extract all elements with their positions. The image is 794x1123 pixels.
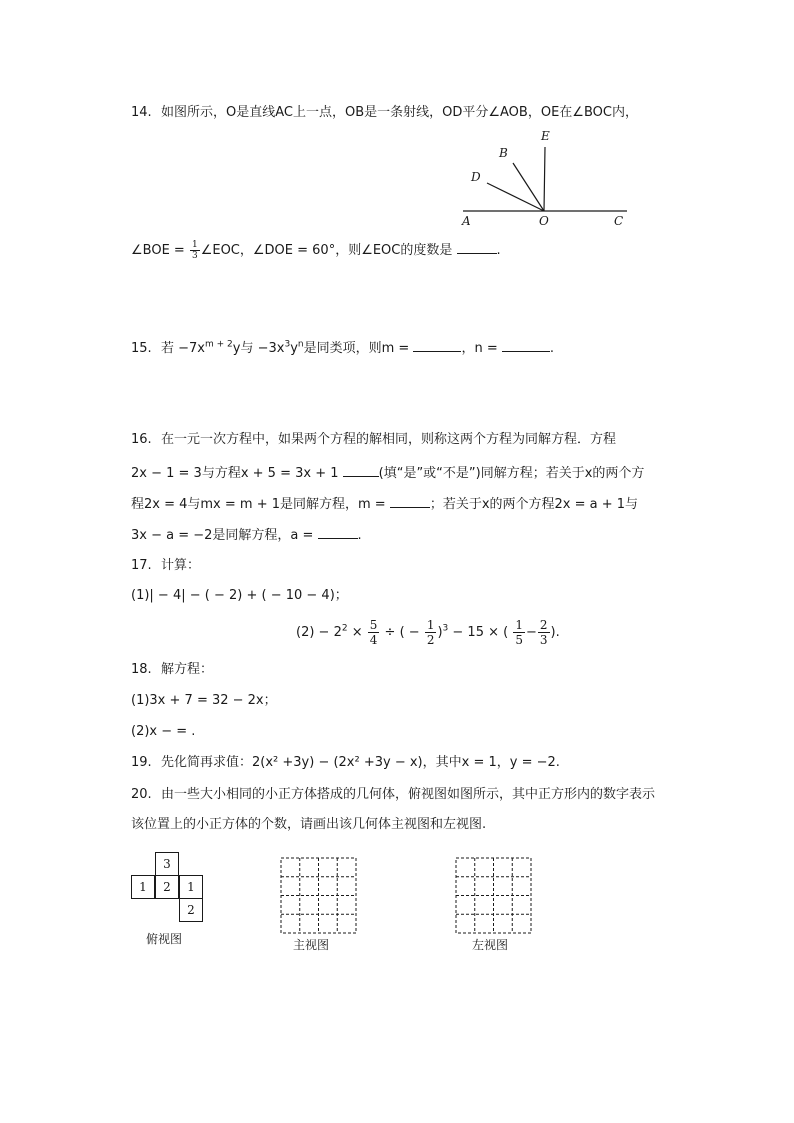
q18-title (131, 661, 213, 679)
q17-div: ÷ ( − (384, 625, 420, 640)
q20-text1: 由一些大小相同的小正方体搭成的几何体，俯视图如图所示，其中正方形内的数字表示 (161, 787, 656, 802)
q17-p2-exp2: 3 (442, 623, 449, 634)
q15-n-blank[interactable] (502, 339, 550, 352)
q17-paren: ) (437, 625, 443, 640)
q16-blank2[interactable] (390, 495, 430, 508)
q17-p2e: − 15 × ( (452, 625, 509, 640)
top-view-cell: 2 (155, 875, 179, 899)
q16-line3 (131, 495, 638, 514)
q16-line1 (131, 431, 616, 449)
frac-denominator: 2 (426, 633, 435, 647)
q16-text3: ；若关于x的两个方程2x = a + 1与 (429, 497, 639, 512)
label-c: C (614, 214, 624, 228)
q20-line2: 该位置上的小正方体的个数，请画出该几何体主视图和左视图. (131, 817, 487, 832)
top-view-cell: 1 (131, 875, 155, 899)
left-view-caption: 左视图 (472, 938, 509, 952)
q16-blank3[interactable] (318, 526, 358, 539)
q14-line1 (131, 104, 638, 122)
q15-line (131, 339, 554, 358)
q15-exp3: n (297, 339, 304, 350)
q17-frac4 (538, 618, 550, 647)
frac-denominator: 4 (369, 633, 378, 647)
q15-period: . (549, 341, 554, 356)
label-d: D (471, 170, 481, 184)
q20-number: 20. (131, 787, 152, 802)
frac-numerator: 2 (539, 618, 548, 632)
q14-text: 如图所示，O是直线AC上一点，OB是一条射线，OD平分∠AOB，OE在∠BOC内， (161, 105, 638, 120)
q16-eq1: 2x − 1 = 3与方程x + 5 = 3x + 1 (131, 466, 339, 481)
q15-exp2: 3 (284, 339, 291, 350)
q16-number: 16. (131, 432, 152, 447)
label-b: B (499, 146, 508, 160)
q17-end: ). (550, 625, 560, 640)
q16-eq2: 程2x = 4与mx = m + 1是同解方程，m = (131, 497, 386, 512)
q15-exp1: m + 2 (205, 339, 233, 350)
q17-heading: 计算： (161, 558, 201, 573)
label-o: O (539, 214, 549, 228)
top-view-cell: 3 (155, 852, 179, 876)
q15-number: 15. (131, 341, 152, 356)
frac-denominator: 5 (515, 633, 523, 647)
q14-line2 (131, 240, 501, 261)
q16-line2 (131, 464, 644, 483)
q14-number: 14. (131, 105, 152, 120)
q18-part1: (1)3x + 7 = 32 − 2x； (131, 693, 277, 708)
label-e: E (541, 129, 550, 143)
q18-number: 18. (131, 662, 152, 677)
q14-fraction (190, 240, 200, 261)
q15-y: y (290, 341, 298, 356)
frac-denominator: 3 (539, 633, 548, 647)
q17-number: 17. (131, 558, 152, 573)
q17-part2 (296, 618, 560, 647)
q17-part1: (1)| − 4| − ( − 2) + ( − 10 − 4)； (131, 588, 348, 603)
q17-frac2 (425, 618, 437, 647)
q17-frac1 (368, 618, 380, 647)
q17-frac3 (513, 618, 525, 647)
q15-term2: y与 −3x (232, 341, 285, 356)
q14-angle-boe: ∠BOE = (131, 243, 185, 258)
q18-part2: (2)x − = . (131, 724, 196, 739)
left-view-grid[interactable] (455, 857, 533, 935)
label-a: A (462, 214, 471, 228)
q15-n-prompt: ，n = (461, 341, 498, 356)
frac-numerator: 5 (369, 618, 378, 632)
frac-numerator: 1 (426, 618, 435, 632)
q15-term1: 若 −7x (161, 341, 205, 356)
q14-period: . (496, 243, 501, 258)
q16-line4 (131, 526, 362, 545)
q16-text1: 在一元一次方程中，如果两个方程的解相同，则称这两个方程为同解方程．方程 (161, 432, 617, 447)
q15-m-prompt: 是同类项，则m = (303, 341, 410, 356)
top-view-cell: 1 (179, 875, 203, 899)
q17-title (131, 557, 200, 575)
frac-numerator: 1 (515, 618, 523, 632)
q16-eq3: 3x − a = −2是同解方程，a = (131, 528, 314, 543)
top-view-caption: 俯视图 (146, 932, 183, 946)
q14-text-rest: ∠EOC，∠DOE = 60°，则∠EOC的度数是 (200, 243, 453, 258)
q15-m-blank[interactable] (413, 339, 461, 352)
q14-answer-blank[interactable] (457, 241, 497, 254)
q16-period: . (357, 528, 362, 543)
frac-numerator: 1 (191, 240, 198, 250)
q17-p2-exp: 2 (341, 623, 348, 634)
front-view-grid[interactable] (280, 857, 358, 935)
q17-p2a: (2) − 2 (296, 625, 342, 640)
top-view-cell: 2 (179, 898, 203, 922)
q17-times: × (351, 625, 363, 640)
q16-blank1[interactable] (343, 464, 379, 477)
q19-number: 19. (131, 755, 152, 770)
q18-heading: 解方程： (161, 662, 214, 677)
frac-denominator: 3 (191, 251, 198, 261)
q17-minus: − (525, 625, 537, 640)
q16-text2: (填“是”或“不是”)同解方程；若关于x的两个方 (378, 466, 645, 481)
q19-text: 先化简再求值：2(x² +3y) − (2x² +3y − x)，其中x = 1，y = −2. (161, 755, 560, 770)
q20-line1 (131, 786, 655, 804)
q19-line (131, 754, 560, 772)
front-view-caption: 主视图 (293, 938, 330, 952)
